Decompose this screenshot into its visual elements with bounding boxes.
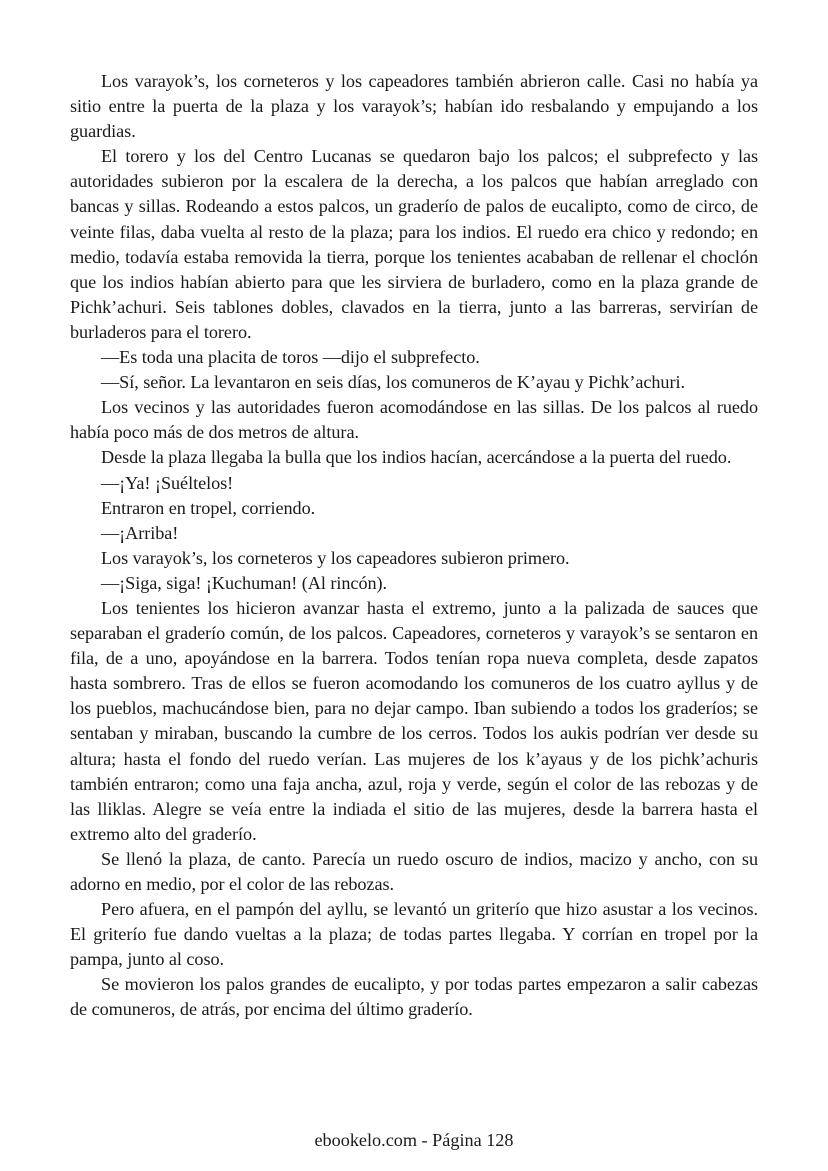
paragraph: Se llenó la plaza, de canto. Parecía un ruedo oscuro de indios, macizo y ancho, con su adorno en medio, por el color de las rebozas.: [70, 848, 758, 894]
page-footer: ebookelo.com - Página 128: [314, 1130, 514, 1150]
paragraph: —¡Ya! ¡Suéltelos!: [101, 472, 234, 493]
paragraph: Se movieron los palos grandes de eucalipto, y por todas partes empezaron a salir cabezas de comuneros, de atrás, por encima del último graderío.: [70, 974, 758, 1020]
paragraph: Los vecinos y las autoridades fueron acomodándose en las sillas. De los palcos al ruedo había poco más de dos metros de altura.: [70, 397, 758, 443]
paragraph: Los tenientes los hicieron avanzar hasta el extremo, junto a la palizada de sauces que separaban el graderío común, de los palcos. Capeadores, corneteros y varayok’s se sentaron en fila, de a uno, apoyándose en la barrera. Todos tenían ropa nueva completa, desde zapatos hasta sombrero. Tras de ellos se fueron acomodando los comuneros de los cuatro ayllus y de los pueblos, machucándose bien, para no dejar campo. Iban subiendo a todos los graderíos; se sentaban y miraban, buscando la cumbre de los cerros. Todos los aukis podrían ver desde su altura; hasta el fondo del ruedo verían. Las mujeres de los k’ayaus y de los pichk’achuris también entraron; como una faja ancha, azul, roja y verde, según el color de las rebozas y de las lliklas. Alegre se veía entre la indiada el sitio de las mujeres, desde la barrera hasta el extremo alto del graderío.: [70, 597, 758, 844]
paragraph: —Sí, señor. La levantaron en seis días, los comuneros de K’ayau y Pichk’achuri.: [101, 372, 685, 393]
paragraph: Los varayok’s, los corneteros y los capeadores subieron primero.: [101, 547, 570, 568]
paragraph: Desde la plaza llegaba la bulla que los indios hacían, acercándose a la puerta del ruedo.: [101, 447, 732, 468]
paragraph: Entraron en tropel, corriendo.: [101, 497, 316, 518]
paragraph: —¡Arriba!: [101, 522, 179, 543]
paragraph: —Es toda una placita de toros —dijo el subprefecto.: [101, 347, 480, 368]
page-body: [70, 69, 758, 1023]
paragraph: Pero afuera, en el pampón del ayllu, se levantó un griterío que hizo asustar a los vecinos. El griterío fue dando vueltas a la plaza; de todas partes llegaba. Y corrían en tropel por la pampa, junto al coso.: [70, 899, 758, 970]
paragraph: —¡Siga, siga! ¡Kuchuman! (Al rincón).: [101, 572, 388, 593]
paragraph: Los varayok’s, los corneteros y los capeadores también abrieron calle. Casi no había ya sitio entre la puerta de la plaza y los varayok’s; habían ido resbalando y empujando a los guardias.: [70, 71, 758, 142]
paragraph: El torero y los del Centro Lucanas se quedaron bajo los palcos; el subprefecto y las autoridades subieron por la escalera de la derecha, a los palcos que habían arreglado con bancas y sillas. Rodeando a estos palcos, un graderío de palos de eucalipto, como de circo, de veinte filas, daba vuelta al resto de la plaza; para los indios. El ruedo era chico y redondo; en medio, todavía estaba removida la tierra, porque los tenientes acababan de rellenar el choclón que los indios habían abierto para que les sirviera de burladero, como en la plaza grande de Pichk’achuri. Seis tablones dobles, clavados en la tierra, junto a las barreras, servirían de burladeros para el torero.: [70, 146, 758, 342]
